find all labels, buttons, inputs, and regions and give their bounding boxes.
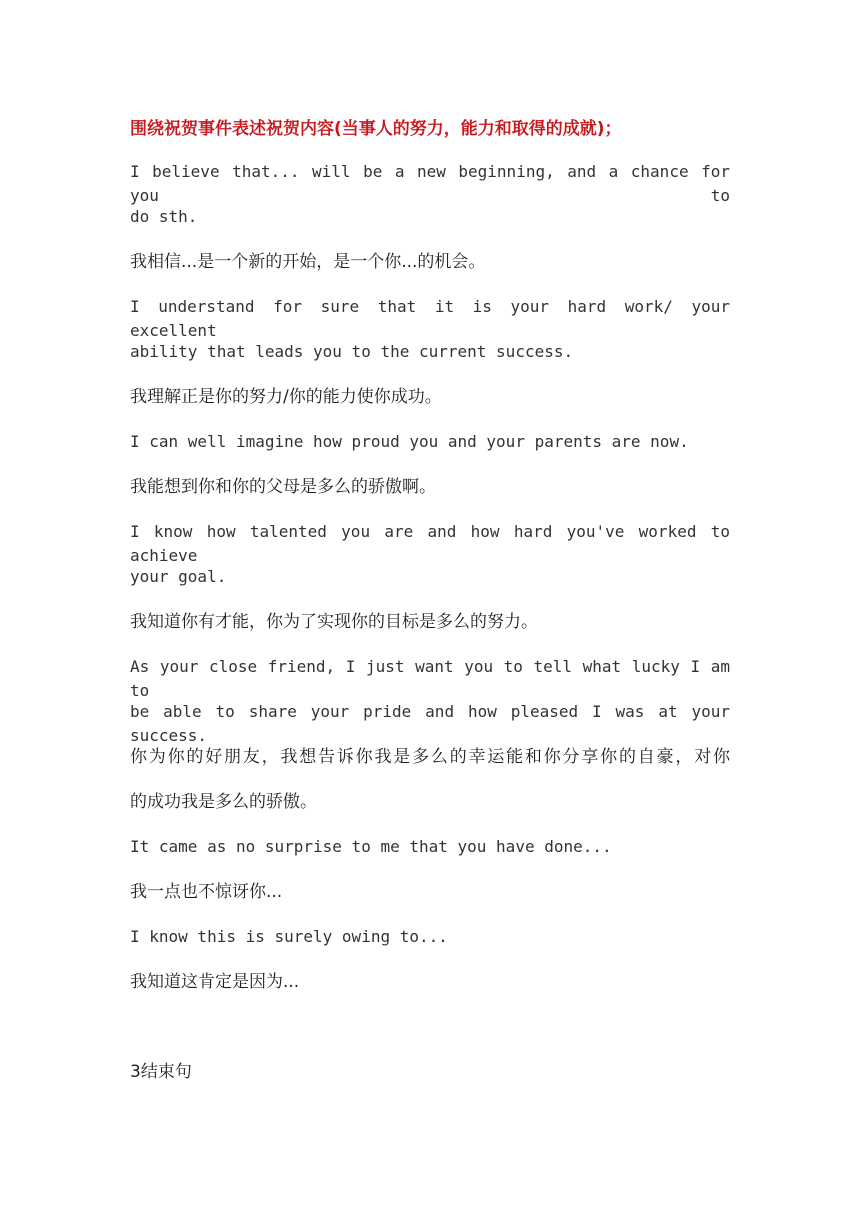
chinese-translation: 我能想到你和你的父母是多么的骄傲啊。 bbox=[130, 477, 436, 497]
english-sentence: As your close friend, I just want you to tell what lucky I am to bbox=[130, 657, 730, 700]
english-sentence: ability that leads you to the current success. bbox=[130, 342, 574, 361]
english-sentence: be able to share your pride and how pleased I was at your success. bbox=[130, 702, 730, 745]
chinese-translation: 我知道你有才能，你为了实现你的目标是多么的努力。 bbox=[130, 612, 538, 632]
chinese-translation: 我理解正是你的努力/你的能力使你成功。 bbox=[130, 387, 442, 407]
chinese-translation: 我相信...是一个新的开始，是一个你...的机会。 bbox=[130, 252, 486, 272]
chinese-translation: 的成功我是多么的骄傲。 bbox=[130, 792, 317, 812]
chinese-translation: 你为你的好朋友，我想告诉你我是多么的幸运能和你分享你的自豪，对你 bbox=[130, 747, 730, 767]
chinese-translation: 我一点也不惊讶你... bbox=[130, 882, 283, 902]
english-sentence: It came as no surprise to me that you have done... bbox=[130, 837, 612, 856]
english-sentence: I believe that... will be a new beginning, and a chance for you to bbox=[130, 162, 730, 205]
english-sentence: your goal. bbox=[130, 567, 227, 586]
english-sentence: I know this is surely owing to... bbox=[130, 927, 448, 946]
english-sentence: I understand for sure that it is your hard work/ your excellent bbox=[130, 297, 730, 340]
english-sentence: I know how talented you are and how hard you've worked to achieve bbox=[130, 522, 730, 565]
english-sentence: do sth. bbox=[130, 207, 198, 226]
english-sentence: I can well imagine how proud you and your parents are now. bbox=[130, 432, 689, 451]
section-heading: 围绕祝贺事件表述祝贺内容(当事人的努力，能力和取得的成就)； bbox=[130, 119, 622, 139]
chinese-translation: 我知道这肯定是因为... bbox=[130, 972, 300, 992]
section-title: 3结束句 bbox=[130, 1062, 192, 1082]
